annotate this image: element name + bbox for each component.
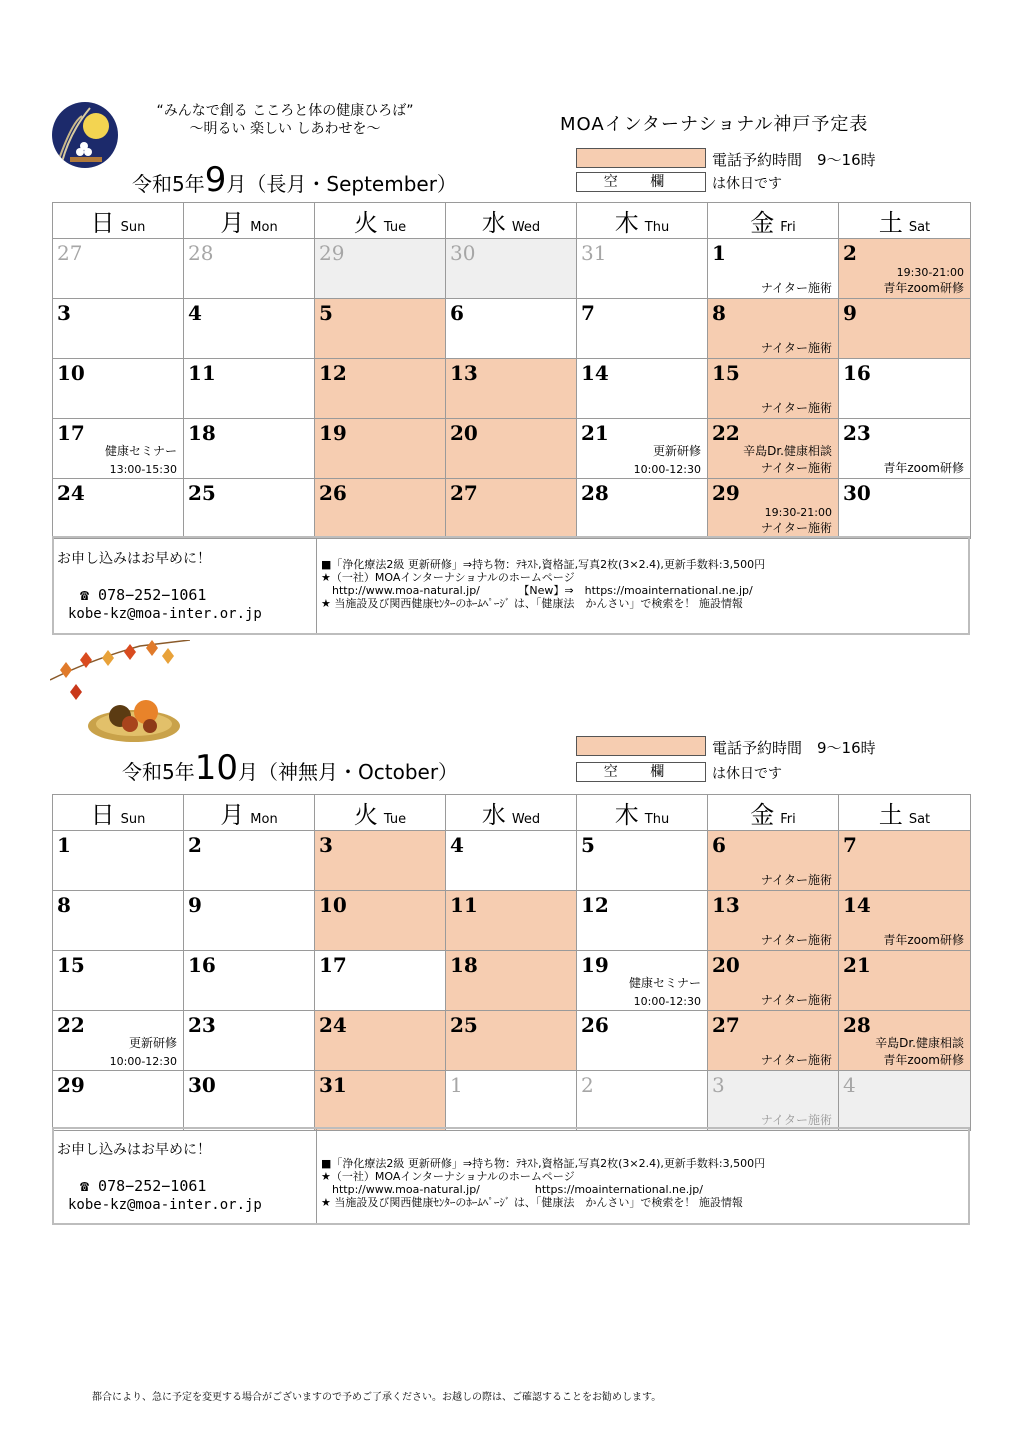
calendar-week-row [53, 359, 971, 419]
weekday-header [184, 203, 315, 239]
weekday-jp: 日 [90, 801, 115, 829]
weekday-en: Mon [250, 812, 278, 827]
email-address-oct: kobe-kz@moa-inter.or.jp [68, 1197, 262, 1213]
day-number: 2 [843, 241, 857, 265]
calendar-week-row [53, 1071, 971, 1131]
day-number: 11 [450, 893, 478, 917]
weekday-en: Wed [511, 220, 541, 235]
day-number: 21 [843, 953, 871, 977]
day-number: 18 [450, 953, 478, 977]
weekday-jp: 木 [614, 801, 639, 829]
day-number: 3 [57, 301, 71, 325]
day-number: 16 [843, 361, 871, 385]
day-number: 5 [581, 833, 595, 857]
weekday-jp: 水 [481, 801, 506, 829]
calendar-day-cell [184, 239, 315, 299]
notes-panel-oct [317, 1129, 968, 1223]
calendar-day-cell [315, 299, 446, 359]
calendar-day-cell [446, 419, 577, 479]
day-number: 12 [581, 893, 609, 917]
footer-note: 都合により、急に予定を変更する場合がございますので予めご了承ください。お越しの際は、ご確認することをお勧めします。 [92, 1392, 662, 1403]
day-number: 25 [450, 1013, 478, 1037]
calendar-day-cell [184, 1011, 315, 1071]
calendar-event: 13:00-15:30 [109, 463, 177, 476]
legend-phone-label-oct: 電話予約時間 9〜16時 [712, 739, 876, 757]
calendar-event: 10:00-12:30 [633, 463, 701, 476]
weekday-jp: 金 [750, 209, 775, 237]
weekday-header [577, 795, 708, 831]
calendar-event: ナイター施術 [760, 281, 832, 295]
calendar-day-cell [839, 419, 971, 479]
day-number: 7 [581, 301, 595, 325]
day-number: 31 [319, 1073, 347, 1097]
day-number: 15 [57, 953, 85, 977]
weekday-jp: 火 [353, 209, 378, 237]
calendar-day-cell [708, 831, 839, 891]
day-number: 16 [188, 953, 216, 977]
calendar-day-cell [577, 359, 708, 419]
calendar-day-cell [839, 831, 971, 891]
day-number: 1 [712, 241, 726, 265]
calendar-event: ナイター施術 [760, 1053, 832, 1067]
day-number: 19 [581, 953, 609, 977]
chestnut-persimmon-illustration [86, 686, 182, 744]
day-number: 28 [188, 241, 214, 265]
day-number: 20 [712, 953, 740, 977]
day-number: 24 [57, 481, 85, 505]
calendar-day-cell [53, 359, 184, 419]
calendar-day-cell [577, 1071, 708, 1131]
day-number: 12 [319, 361, 347, 385]
calendar-day-cell [53, 1071, 184, 1131]
weekday-en: Wed [511, 812, 541, 827]
legend-phone-swatch-oct [576, 736, 706, 756]
calendar-day-cell [315, 239, 446, 299]
day-number: 27 [450, 481, 478, 505]
day-number: 5 [319, 301, 333, 325]
calendar-day-cell [184, 359, 315, 419]
day-number: 10 [319, 893, 347, 917]
weekday-header [839, 795, 971, 831]
weekday-jp: 火 [353, 801, 378, 829]
day-number: 30 [188, 1073, 216, 1097]
day-number: 30 [843, 481, 871, 505]
calendar-day-cell [446, 1071, 577, 1131]
day-number: 9 [188, 893, 202, 917]
apply-notice-oct: お申し込みはお早めに！ [57, 1142, 211, 1158]
calendar-day-cell [708, 891, 839, 951]
september-title-post: 月（長月・September） [226, 172, 457, 196]
calendar-event: ナイター施術 [760, 461, 832, 475]
calendar-day-cell [53, 239, 184, 299]
calendar-day-cell [446, 891, 577, 951]
weekday-jp: 水 [481, 209, 506, 237]
calendar-day-cell [315, 1071, 446, 1131]
calendar-day-cell [184, 831, 315, 891]
weekday-en: Thu [644, 812, 670, 827]
weekday-jp: 土 [878, 209, 903, 237]
calendar-day-cell [446, 1011, 577, 1071]
calendar-day-cell [53, 479, 184, 539]
calendar-event: 青年zoom研修 [883, 461, 964, 475]
day-number: 4 [188, 301, 202, 325]
calendar-day-cell [184, 479, 315, 539]
october-calendar [52, 794, 971, 1131]
calendar-day-cell [708, 479, 839, 539]
calendar-day-cell [446, 359, 577, 419]
calendar-event: 辛島Dr.健康相談 [743, 444, 832, 458]
weekday-header [839, 203, 971, 239]
october-title-pre: 令和5年 [122, 760, 195, 784]
calendar-day-cell [184, 891, 315, 951]
weekday-header [315, 203, 446, 239]
day-number: 28 [581, 481, 609, 505]
day-number: 13 [712, 893, 740, 917]
calendar-week-row [53, 479, 971, 539]
phone-number: ☎ 078−252−1061 [80, 586, 207, 604]
day-number: 23 [843, 421, 871, 445]
day-number: 30 [450, 241, 476, 265]
weekday-en: Sun [120, 220, 146, 235]
calendar-day-cell [315, 359, 446, 419]
note-renewal-training-oct: ■「浄化療法2級 更新研修」⇒持ち物：ﾃｷｽﾄ,資格証,写真2枚(3×2.4),更新手数料:3,500円 [321, 1157, 766, 1170]
weekday-en: Fri [780, 812, 796, 827]
calendar-day-cell [839, 1011, 971, 1071]
note-search-oct: ★ 当施設及び関西健康ｾﾝﾀｰのﾎｰﾑﾍﾟｰｼﾞ は、「健康法 かんさい」で検索を！ 施設情報 [321, 1196, 743, 1209]
weekday-header [446, 203, 577, 239]
day-number: 27 [712, 1013, 740, 1037]
calendar-day-cell [446, 831, 577, 891]
calendar-day-cell [446, 479, 577, 539]
contact-panel-oct [54, 1129, 317, 1223]
day-number: 19 [319, 421, 347, 445]
weekday-jp: 土 [878, 801, 903, 829]
day-number: 3 [319, 833, 333, 857]
weekday-header [708, 795, 839, 831]
calendar-week-row [53, 891, 971, 951]
calendar-day-cell [839, 951, 971, 1011]
calendar-day-cell [53, 891, 184, 951]
weekday-header [708, 203, 839, 239]
day-number: 6 [450, 301, 464, 325]
weekday-header [315, 795, 446, 831]
calendar-event: 19:30-21:00 [896, 266, 964, 279]
day-number: 21 [581, 421, 609, 445]
calendar-event: 更新研修 [128, 1036, 177, 1050]
day-number: 26 [319, 481, 347, 505]
day-number: 1 [57, 833, 71, 857]
day-number: 14 [581, 361, 609, 385]
weekday-en: Tue [383, 812, 407, 827]
email-address: kobe-kz@moa-inter.or.jp [68, 606, 262, 622]
note-urls[interactable]: http://www.moa-natural.jp/ 【New】⇒ https://moainternational.ne.jp/ [321, 584, 753, 597]
phone-number-oct: ☎ 078−252−1061 [80, 1177, 207, 1195]
weekday-en: Tue [383, 220, 407, 235]
weekday-en: Sun [120, 812, 146, 827]
day-number: 14 [843, 893, 871, 917]
calendar-day-cell [315, 1011, 446, 1071]
calendar-day-cell [184, 951, 315, 1011]
day-number: 25 [188, 481, 216, 505]
calendar-day-cell [53, 419, 184, 479]
calendar-day-cell [577, 299, 708, 359]
calendar-day-cell [577, 891, 708, 951]
weekday-jp: 木 [614, 209, 639, 237]
calendar-event: 青年zoom研修 [883, 281, 964, 295]
calendar-day-cell [53, 1011, 184, 1071]
calendar-day-cell [315, 951, 446, 1011]
legend-vacant-label-oct: は休日です [712, 766, 782, 782]
calendar-day-cell [184, 1071, 315, 1131]
calendar-week-row [53, 831, 971, 891]
october-info-box [52, 1127, 970, 1225]
weekday-header [184, 795, 315, 831]
calendar-week-row [53, 299, 971, 359]
calendar-day-cell [839, 359, 971, 419]
moon-viewing-illustration [52, 102, 118, 168]
calendar-event: 19:30-21:00 [764, 506, 832, 519]
calendar-day-cell [708, 1071, 839, 1131]
day-number: 17 [57, 421, 85, 445]
calendar-event: 辛島Dr.健康相談 [875, 1036, 964, 1050]
calendar-day-cell [708, 359, 839, 419]
calendar-event: ナイター施術 [760, 873, 832, 887]
calendar-day-cell [708, 951, 839, 1011]
calendar-day-cell [708, 419, 839, 479]
september-calendar [52, 202, 971, 539]
day-number: 3 [712, 1073, 725, 1097]
calendar-day-cell [577, 419, 708, 479]
calendar-day-cell [708, 1011, 839, 1071]
calendar-event: 10:00-12:30 [633, 995, 701, 1008]
calendar-day-cell [577, 1011, 708, 1071]
october-title-number: 10 [194, 748, 238, 788]
day-number: 18 [188, 421, 216, 445]
calendar-day-cell [184, 299, 315, 359]
day-number: 24 [319, 1013, 347, 1037]
legend-phone-swatch [576, 148, 706, 168]
calendar-day-cell [577, 479, 708, 539]
october-title-post: 月（神無月・October） [238, 760, 459, 784]
slogan-line-1: “みんなで創る こころと体の健康ひろば” [156, 103, 414, 119]
note-homepage: ★（一社）MOAインターナショナルのホームページ [321, 571, 575, 584]
calendar-event: 健康セミナー [104, 444, 177, 458]
calendar-event: ナイター施術 [760, 993, 832, 1007]
legend-vacant-label: は休日です [712, 176, 782, 192]
weekday-header [577, 203, 708, 239]
calendar-event: ナイター施術 [760, 521, 832, 535]
note-search: ★ 当施設及び関西健康ｾﾝﾀｰのﾎｰﾑﾍﾟｰｼﾞ は、「健康法 かんさい」で検索を！ 施設情報 [321, 597, 743, 610]
day-number: 29 [319, 241, 345, 265]
calendar-day-cell [446, 299, 577, 359]
calendar-event: 健康セミナー [628, 976, 701, 990]
october-title [122, 748, 458, 788]
weekday-en: Thu [644, 220, 670, 235]
day-number: 20 [450, 421, 478, 445]
weekday-header [53, 795, 184, 831]
day-number: 23 [188, 1013, 216, 1037]
calendar-event: ナイター施術 [760, 1113, 832, 1127]
calendar-week-row [53, 239, 971, 299]
calendar-day-cell [708, 239, 839, 299]
day-number: 10 [57, 361, 85, 385]
day-number: 31 [581, 241, 607, 265]
september-title [132, 160, 457, 200]
calendar-day-cell [839, 1071, 971, 1131]
notes-panel [317, 538, 968, 633]
day-number: 2 [188, 833, 202, 857]
weekday-en: Mon [250, 220, 278, 235]
weekday-en: Fri [780, 220, 796, 235]
calendar-day-cell [577, 831, 708, 891]
calendar-day-cell [577, 239, 708, 299]
calendar-day-cell [446, 239, 577, 299]
day-number: 2 [581, 1073, 594, 1097]
note-renewal-training: ■「浄化療法2級 更新研修」⇒持ち物：ﾃｷｽﾄ,資格証,写真2枚(3×2.4),更新手数料:3,500円 [321, 558, 766, 571]
day-number: 27 [57, 241, 83, 265]
calendar-day-cell [839, 239, 971, 299]
legend-phone-label: 電話予約時間 9〜16時 [712, 151, 876, 169]
september-title-pre: 令和5年 [132, 172, 205, 196]
calendar-event: ナイター施術 [760, 933, 832, 947]
legend-vacant-box: 空 欄 [576, 172, 706, 192]
calendar-day-cell [53, 831, 184, 891]
weekday-jp: 日 [90, 209, 115, 237]
calendar-event: 更新研修 [652, 444, 701, 458]
calendar-day-cell [577, 951, 708, 1011]
weekday-jp: 金 [750, 801, 775, 829]
calendar-day-cell [184, 419, 315, 479]
note-urls-oct[interactable]: http://www.moa-natural.jp/ https://moainternational.ne.jp/ [321, 1183, 703, 1196]
weekday-header [446, 795, 577, 831]
day-number: 26 [581, 1013, 609, 1037]
calendar-day-cell [315, 419, 446, 479]
day-number: 15 [712, 361, 740, 385]
weekday-header [53, 203, 184, 239]
day-number: 22 [712, 421, 740, 445]
contact-panel [54, 538, 317, 633]
calendar-day-cell [315, 479, 446, 539]
day-number: 22 [57, 1013, 85, 1037]
day-number: 9 [843, 301, 857, 325]
note-homepage-oct: ★（一社）MOAインターナショナルのホームページ [321, 1170, 575, 1183]
day-number: 4 [450, 833, 464, 857]
calendar-event: 青年zoom研修 [883, 1053, 964, 1067]
calendar-event: ナイター施術 [760, 341, 832, 355]
day-number: 29 [712, 481, 740, 505]
apply-notice: お申し込みはお早めに！ [57, 551, 211, 567]
september-info-box [52, 536, 970, 635]
calendar-day-cell [839, 891, 971, 951]
calendar-week-row [53, 419, 971, 479]
day-number: 7 [843, 833, 857, 857]
calendar-event: 青年zoom研修 [883, 933, 964, 947]
calendar-week-row [53, 1011, 971, 1071]
september-title-number: 9 [204, 160, 227, 200]
slogan [130, 102, 440, 138]
day-number: 13 [450, 361, 478, 385]
calendar-day-cell [315, 831, 446, 891]
day-number: 8 [57, 893, 71, 917]
calendar-day-cell [53, 299, 184, 359]
weekday-en: Sat [908, 812, 931, 827]
org-title: MOAインターナショナル神戸予定表 [560, 114, 869, 135]
day-number: 6 [712, 833, 726, 857]
day-number: 8 [712, 301, 726, 325]
calendar-day-cell [708, 299, 839, 359]
weekday-jp: 月 [220, 209, 245, 237]
day-number: 11 [188, 361, 216, 385]
weekday-en: Sat [908, 220, 931, 235]
calendar-day-cell [53, 951, 184, 1011]
day-number: 17 [319, 953, 347, 977]
slogan-line-2: 〜明るい 楽しい しあわせを〜 [189, 121, 381, 137]
day-number: 1 [450, 1073, 463, 1097]
calendar-day-cell [839, 299, 971, 359]
day-number: 29 [57, 1073, 85, 1097]
weekday-jp: 月 [220, 801, 245, 829]
day-number: 4 [843, 1073, 856, 1097]
legend-vacant-box-oct: 空 欄 [576, 762, 706, 782]
calendar-day-cell [839, 479, 971, 539]
calendar-event: ナイター施術 [760, 401, 832, 415]
calendar-week-row [53, 951, 971, 1011]
day-number: 28 [843, 1013, 871, 1037]
calendar-day-cell [315, 891, 446, 951]
calendar-day-cell [446, 951, 577, 1011]
calendar-event: 10:00-12:30 [109, 1055, 177, 1068]
